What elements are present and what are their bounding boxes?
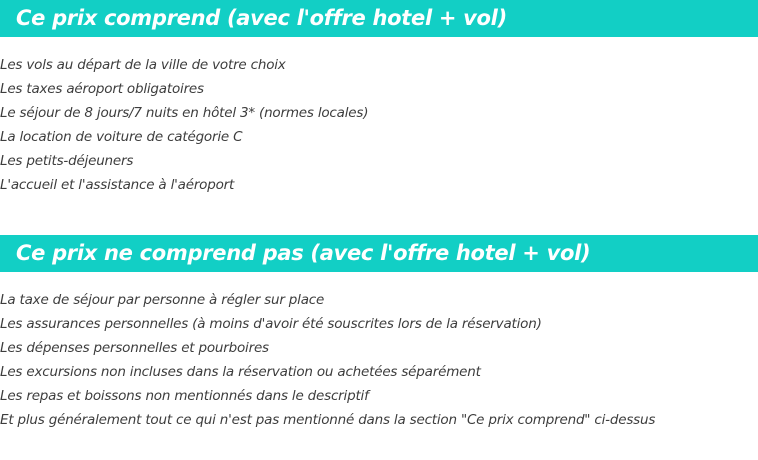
list-item: Les vols au départ de la ville de votre choix: [0, 57, 286, 73]
included-list: [0, 53, 758, 197]
list-item: Le séjour de 8 jours/7 nuits en hôtel 3* (normes locales): [0, 105, 369, 121]
list-item: L'accueil et l'assistance à l'aéroport: [0, 177, 235, 193]
included-section: [0, 0, 758, 197]
list-item: Et plus généralement tout ce qui n'est pas mentionné dans la section "Ce prix comprend" ci-dessus: [0, 412, 656, 428]
excluded-section: [0, 235, 758, 432]
list-item: Les dépenses personnelles et pourboires: [0, 340, 269, 356]
list-item: La location de voiture de catégorie C: [0, 129, 243, 145]
excluded-heading: Ce prix ne comprend pas (avec l'offre hotel + vol): [0, 235, 758, 272]
list-item: Les petits-déjeuners: [0, 153, 134, 169]
list-item: Les repas et boissons non mentionnés dans le descriptif: [0, 388, 369, 404]
list-item: Les taxes aéroport obligatoires: [0, 81, 204, 97]
excluded-list: [0, 288, 758, 432]
list-item: Les assurances personnelles (à moins d'avoir été souscrites lors de la réservation): [0, 316, 542, 332]
list-item: Les excursions non incluses dans la réservation ou achetées séparément: [0, 364, 481, 380]
list-item: La taxe de séjour par personne à régler sur place: [0, 292, 325, 308]
included-heading: Ce prix comprend (avec l'offre hotel + vol): [0, 0, 758, 37]
